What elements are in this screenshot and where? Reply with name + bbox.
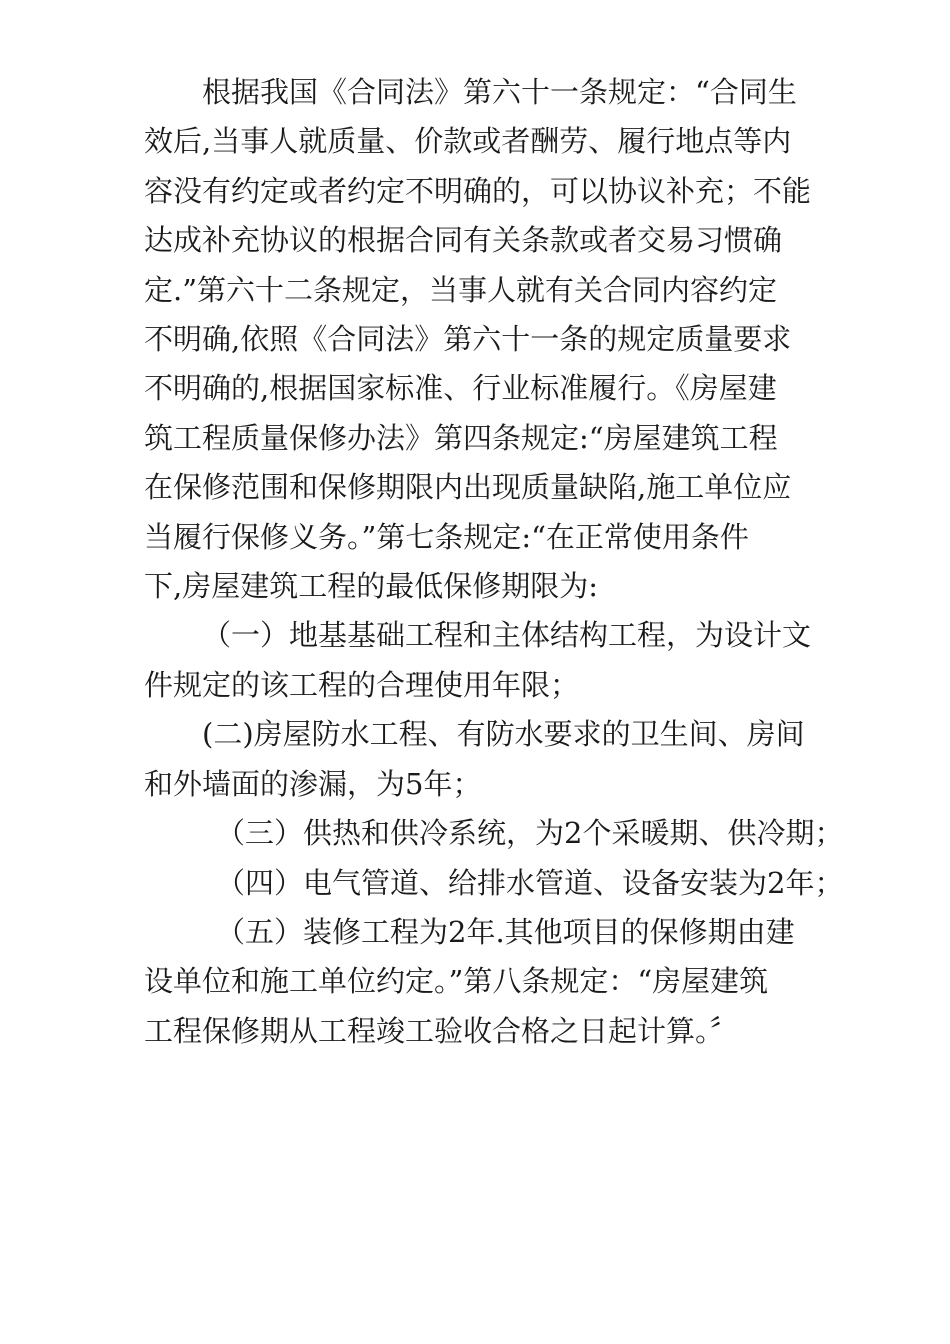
list-item-5: （五）装修工程为2年.其他项目的保修期由建 [216,914,795,949]
list-item-2: (二)房屋防水工程、有防水要求的卫生间、房间 [202,717,805,752]
text-line: 根据我国《合同法》第六十一条规定：“合同生 [202,75,797,109]
text-line: 当履行保修义务。”第七条规定:“在正常使用条件 [144,519,749,554]
text-line: 工程保修期从工程竣工验收合格之日起计算。〞 [144,1013,739,1048]
text-line: 效后,当事人就质量、价款或者酬劳、履行地点等内 [144,124,792,159]
list-item-1: （一）地基基础工程和主体结构工程，为设计文 [202,618,812,653]
text-line: 达成补充协议的根据合同有关条款或者交易习惯确 [144,223,783,258]
text-line: 在保修范围和保修期限内出现质量缺陷,施工单位应 [144,470,792,505]
list-item-4: （四）电气管道、给排水管道、设备安装为2年； [216,865,844,900]
text-line: 筑工程质量保修办法》第四条规定:“房屋建筑工程 [144,420,778,455]
text-line: 设单位和施工单位约定。”第八条规定：“房屋建筑 [144,964,769,999]
text-line: 容没有约定或者约定不明确的，可以协议补充；不能 [144,173,812,208]
list-item-3: （三）供热和供冷系统，为2个采暖期、供冷期； [216,816,844,851]
text-line: 和外墙面的渗漏，为5年； [144,766,482,801]
text-line: 下,房屋建筑工程的最低保修期限为: [144,569,598,604]
text-line: 不明确的,根据国家标准、行业标准履行。《房屋建 [144,371,777,406]
text-line: 件规定的该工程的合理使用年限； [144,667,580,702]
document-body [144,68,844,1056]
text-line: 定.”第六十二条规定，当事人就有关合同内容约定 [144,272,778,307]
text-line: 不明确,依照《合同法》第六十一条的规定质量要求 [144,322,792,357]
